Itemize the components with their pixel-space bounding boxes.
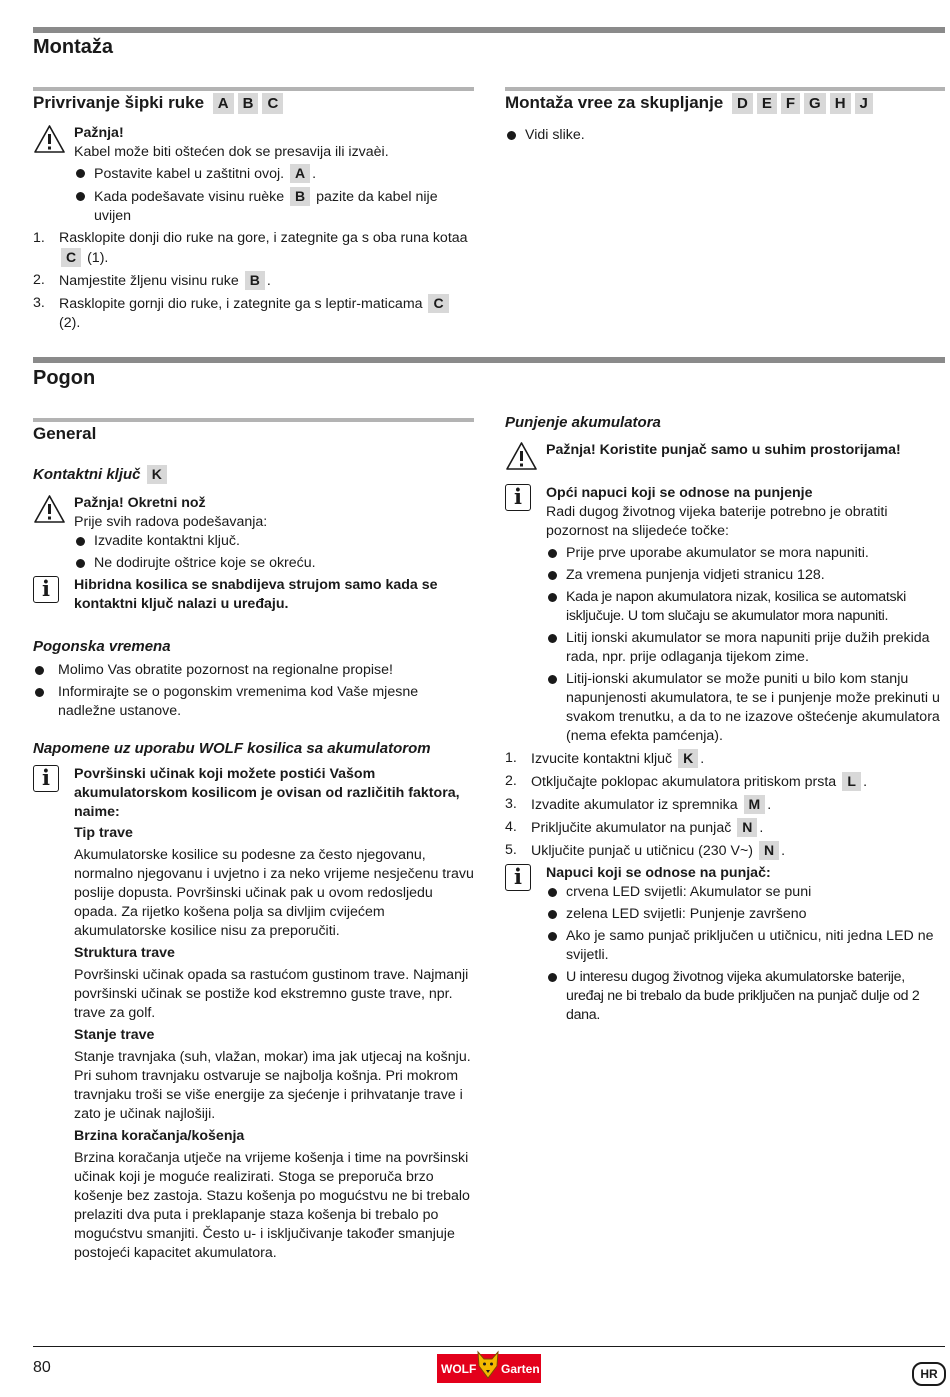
paragraph: Stanje travnjaka (suh, vlažan, mokar) ima jak utjecaj na košnju. Pri suhom travnjaku ostvaruje se najbolja košnja. Pri mokrom travnjaku troši se više energije za sjećenje i prihvatanje trave i zato je učinak najlošiji. <box>74 1049 471 1122</box>
paragraph-heading: Stanje trave <box>74 1027 155 1043</box>
wolf-garten-logo <box>437 1354 541 1383</box>
figure-badge: L <box>842 772 861 791</box>
list-item <box>74 187 474 226</box>
figure-badge: C <box>262 93 283 114</box>
heading-napomene: Napomene uz uporabu WOLF kosilica sa akumulatorom <box>33 740 431 757</box>
list-item: U interesu dugog životnog vijeka akumulatorske baterije, uređaj ne bi trebalo da bude priključen na punjač dulje od 2 dana. <box>546 968 945 1025</box>
step-item: 3. Izvadite akumulator iz spremnika M . <box>505 796 772 813</box>
step-number: 4. <box>505 819 517 835</box>
figure-badge: K <box>147 465 167 484</box>
step-number: 1. <box>505 750 517 766</box>
subsection-title-privrivanje <box>33 93 283 114</box>
subsection-rule <box>33 418 474 422</box>
warning-bullets <box>74 532 474 573</box>
info-icon: i <box>33 576 59 603</box>
list-item: Kada je napon akumulatora nizak, kosilica se automatski isključuje. U tom slučaju se akumulator mora napuniti. <box>546 588 945 626</box>
warning-note <box>33 124 474 226</box>
punjenje-column <box>505 441 945 1028</box>
section-rule <box>33 357 945 363</box>
step-number: 5. <box>505 842 517 858</box>
logo-text-left: WOLF <box>441 1362 477 1376</box>
list-item: Informirajte se o pogonskim vremenima kod Vaše mjesne nadležne ustanove. <box>33 683 474 721</box>
warning-text: Pažnja! Koristite punjač samo u suhim prostorijama! <box>546 442 901 458</box>
figure-badge: D <box>732 93 753 114</box>
step-item <box>33 294 474 333</box>
montaza-right-column <box>505 126 945 148</box>
warning-triangle-icon <box>505 441 538 471</box>
wolf-head-icon <box>475 1350 501 1380</box>
logo-text-right: Garten <box>501 1362 540 1376</box>
heading-text: Privrivanje šipki ruke <box>33 93 205 112</box>
info-text: Radi dugog životnog vijeka baterije potrebno je obratiti pozornost na slijedeće točke: <box>546 504 888 539</box>
list-item: Molimo Vas obratite pozornost na regionalne propise! <box>33 661 474 680</box>
page-number: 80 <box>33 1359 51 1376</box>
bullet-list <box>505 126 945 145</box>
step-item: 2. Otključajte poklopac akumulatora pritiskom prsta L . <box>505 773 868 790</box>
steps-list <box>33 229 474 333</box>
figure-badge: N <box>737 818 757 837</box>
item-text: pazite da kabel nije uvijen <box>94 189 438 224</box>
list-item: Postavite kabel u zaštitni ovoj. A . <box>74 164 474 184</box>
info-note <box>505 864 945 1025</box>
bullet-list <box>546 544 945 746</box>
step-number: 3. <box>33 295 45 311</box>
heading-kontaktni-kljuc <box>33 465 169 484</box>
step-text: Rasklopite gornji dio ruke, i zategnite ga s leptir-maticama <box>59 296 423 312</box>
step-number: 3. <box>505 796 517 812</box>
country-code-badge: HR <box>912 1362 946 1386</box>
item-text: Postavite kabel u zaštitni ovoj. <box>94 166 285 182</box>
subsection-title-general: General <box>33 424 97 443</box>
warning-title: Pažnja! Okretni nož <box>74 495 206 511</box>
figure-badge: E <box>757 93 777 114</box>
subsection-title-montaza-vree <box>505 93 873 114</box>
step-number: 2. <box>505 773 517 789</box>
figure-badge: M <box>744 795 766 814</box>
step-item: 5. Uključite punjač u utičnicu (230 V~) N . <box>505 842 786 859</box>
figure-badge: A <box>213 93 234 114</box>
info-text: Hibridna kosilica se snabdijeva strujom samo kada se kontaktni ključ nalazi u uređaju. <box>74 577 438 612</box>
figure-badge: N <box>759 841 779 860</box>
step-text: Izvucite kontaktni ključ <box>531 751 673 767</box>
info-icon: i <box>505 864 531 891</box>
step-number: 2. <box>33 272 45 288</box>
bullet-list <box>546 883 945 1025</box>
figure-badge: B <box>290 187 310 206</box>
info-title: Napuci koji se odnose na punjač: <box>546 865 771 881</box>
warning-text: Prije svih radova podešavanja: <box>74 514 268 530</box>
napomene-column <box>33 765 474 1263</box>
paragraph-heading: Struktura trave <box>74 945 175 961</box>
list-item: Litij-ionski akumulator se može puniti u bilo kom stanju napunjenosti akumulatora, te se i punjenje može prekinuti u svakom trenutku, a da to ne izazove oštećenje akumulatora (nema efekta pamćenja). <box>546 670 945 746</box>
paragraph: Akumulatorske kosilice su podesne za često njegovanu, normalno njegovanu i uvjetno i za neko vrijeme nesječenu travu poslije dopusta. Površinski učinak pak u ovom redosljedu opada. Za rijetko košena polja sa divljim cvijećem akumulatorske kosilice nisu za preporučiti. <box>74 847 474 939</box>
footer-rule <box>33 1346 945 1347</box>
info-title: Opći napuci koji se odnose na punjenje <box>546 485 813 501</box>
figure-badge: K <box>678 749 698 768</box>
list-item: zelena LED svijetli: Punjenje završeno <box>546 905 945 924</box>
section-title-pogon: Pogon <box>33 367 96 389</box>
figure-badge: C <box>428 294 448 313</box>
info-note <box>33 765 474 1263</box>
step-text: Namjestite žljenu visinu ruke <box>59 273 239 289</box>
kontaktni-column <box>33 494 474 614</box>
warning-triangle-icon <box>33 494 66 524</box>
step-item <box>33 229 474 268</box>
info-icon: i <box>33 765 59 792</box>
info-intro: Površinski učinak koji možete postići Vašom akumulatorskom kosilicom je ovisan od različitih faktora, naime: <box>74 766 460 820</box>
warning-triangle-icon <box>33 124 66 154</box>
figure-badge: J <box>855 93 873 114</box>
list-item: Ne dodirujte oštrice koje se okreću. <box>74 554 474 573</box>
list-item: Litij ionski akumulator se mora napuniti prije dužih prekida rada, npr. prije odlaganja tijekom zime. <box>546 629 945 667</box>
steps-list <box>505 749 945 861</box>
bullet-list <box>33 661 474 721</box>
paragraph: Površinski učinak opada sa rastućom gustinom trave. Najmanji površinski učinak se postiže kod ekstremno guste trave, npr. trave za golf. <box>74 967 469 1021</box>
figure-badge: H <box>830 93 851 114</box>
list-item: crvena LED svijetli: Akumulator se puni <box>546 883 945 902</box>
figure-badge: G <box>804 93 826 114</box>
step-item: 4. Priključite akumulator na punjač N . <box>505 819 764 836</box>
pogonska-column <box>33 661 474 724</box>
figure-badge: B <box>245 271 265 290</box>
heading-text: Kontaktni ključ <box>33 466 141 483</box>
step-text: Izvadite akumulator iz spremnika <box>531 797 738 813</box>
warning-title: Pažnja! <box>74 125 124 141</box>
step-text: (2). <box>59 315 81 331</box>
warning-note <box>33 494 474 573</box>
warning-bullets <box>74 164 474 226</box>
paragraph: Brzina koračanja utječe na vrijeme košenja i time na površinski učinak koji je moguće realizirati. Stoga se preporuča brzo košenje bez zastoja. Stazu košenja po mogućstvu ne bi trebalo prelaziti dva puta i preklapanje staza košenja bi trebalo po mogućstvu smanjiti. Često u- i isključivanje također smanjuje postojeći kapacitet akumulatora. <box>74 1150 470 1261</box>
step-text: Rasklopite donji dio ruke na gore, i zategnite ga s oba runa kotaa <box>59 230 468 246</box>
list-item: Vidi slike. <box>505 126 945 145</box>
step-number: 1. <box>33 230 45 246</box>
figure-badge: A <box>290 164 310 183</box>
step-text: Uključite punjač u utičnicu (230 V~) <box>531 843 753 859</box>
subsection-rule <box>505 87 945 91</box>
subsection-rule <box>33 87 474 91</box>
list-item: Izvadite kontaktni ključ. <box>74 532 474 551</box>
heading-punjenje: Punjenje akumulatora <box>505 414 661 431</box>
step-text: Priključite akumulator na punjač <box>531 820 732 836</box>
paragraph-heading: Tip trave <box>74 825 133 841</box>
list-item: Prije prve uporabe akumulator se mora napuniti. <box>546 544 945 563</box>
montaza-left-column <box>33 124 474 336</box>
step-item: 2. Namjestite žljenu visinu ruke B . <box>33 272 271 289</box>
heading-pogonska-vremena: Pogonska vremena <box>33 638 171 655</box>
info-icon: i <box>505 484 531 511</box>
info-note <box>33 576 474 614</box>
heading-text: Montaža vree za skupljanje <box>505 93 724 112</box>
list-item: Ako je samo punjač priključen u utičnicu, niti jedna LED ne svijetli. <box>546 927 945 965</box>
step-text: (1). <box>87 250 109 266</box>
info-note <box>505 484 945 746</box>
section-title-montaza: Montaža <box>33 36 113 58</box>
step-item: 1. Izvucite kontaktni ključ K . <box>505 750 705 767</box>
section-rule <box>33 27 945 33</box>
figure-badge: B <box>238 93 259 114</box>
item-text: Kada podešavate visinu ruèke <box>94 189 285 205</box>
warning-text: Kabel može biti oštećen dok se presavija ili izvaèi. <box>74 144 389 160</box>
figure-badge: F <box>781 93 800 114</box>
warning-note <box>505 441 945 471</box>
paragraph-heading: Brzina koračanja/košenja <box>74 1128 245 1144</box>
figure-badge: C <box>61 248 81 267</box>
list-item: Za vremena punjenja vidjeti stranicu 128. <box>546 566 945 585</box>
step-text: Otključajte poklopac akumulatora pritiskom prsta <box>531 774 837 790</box>
